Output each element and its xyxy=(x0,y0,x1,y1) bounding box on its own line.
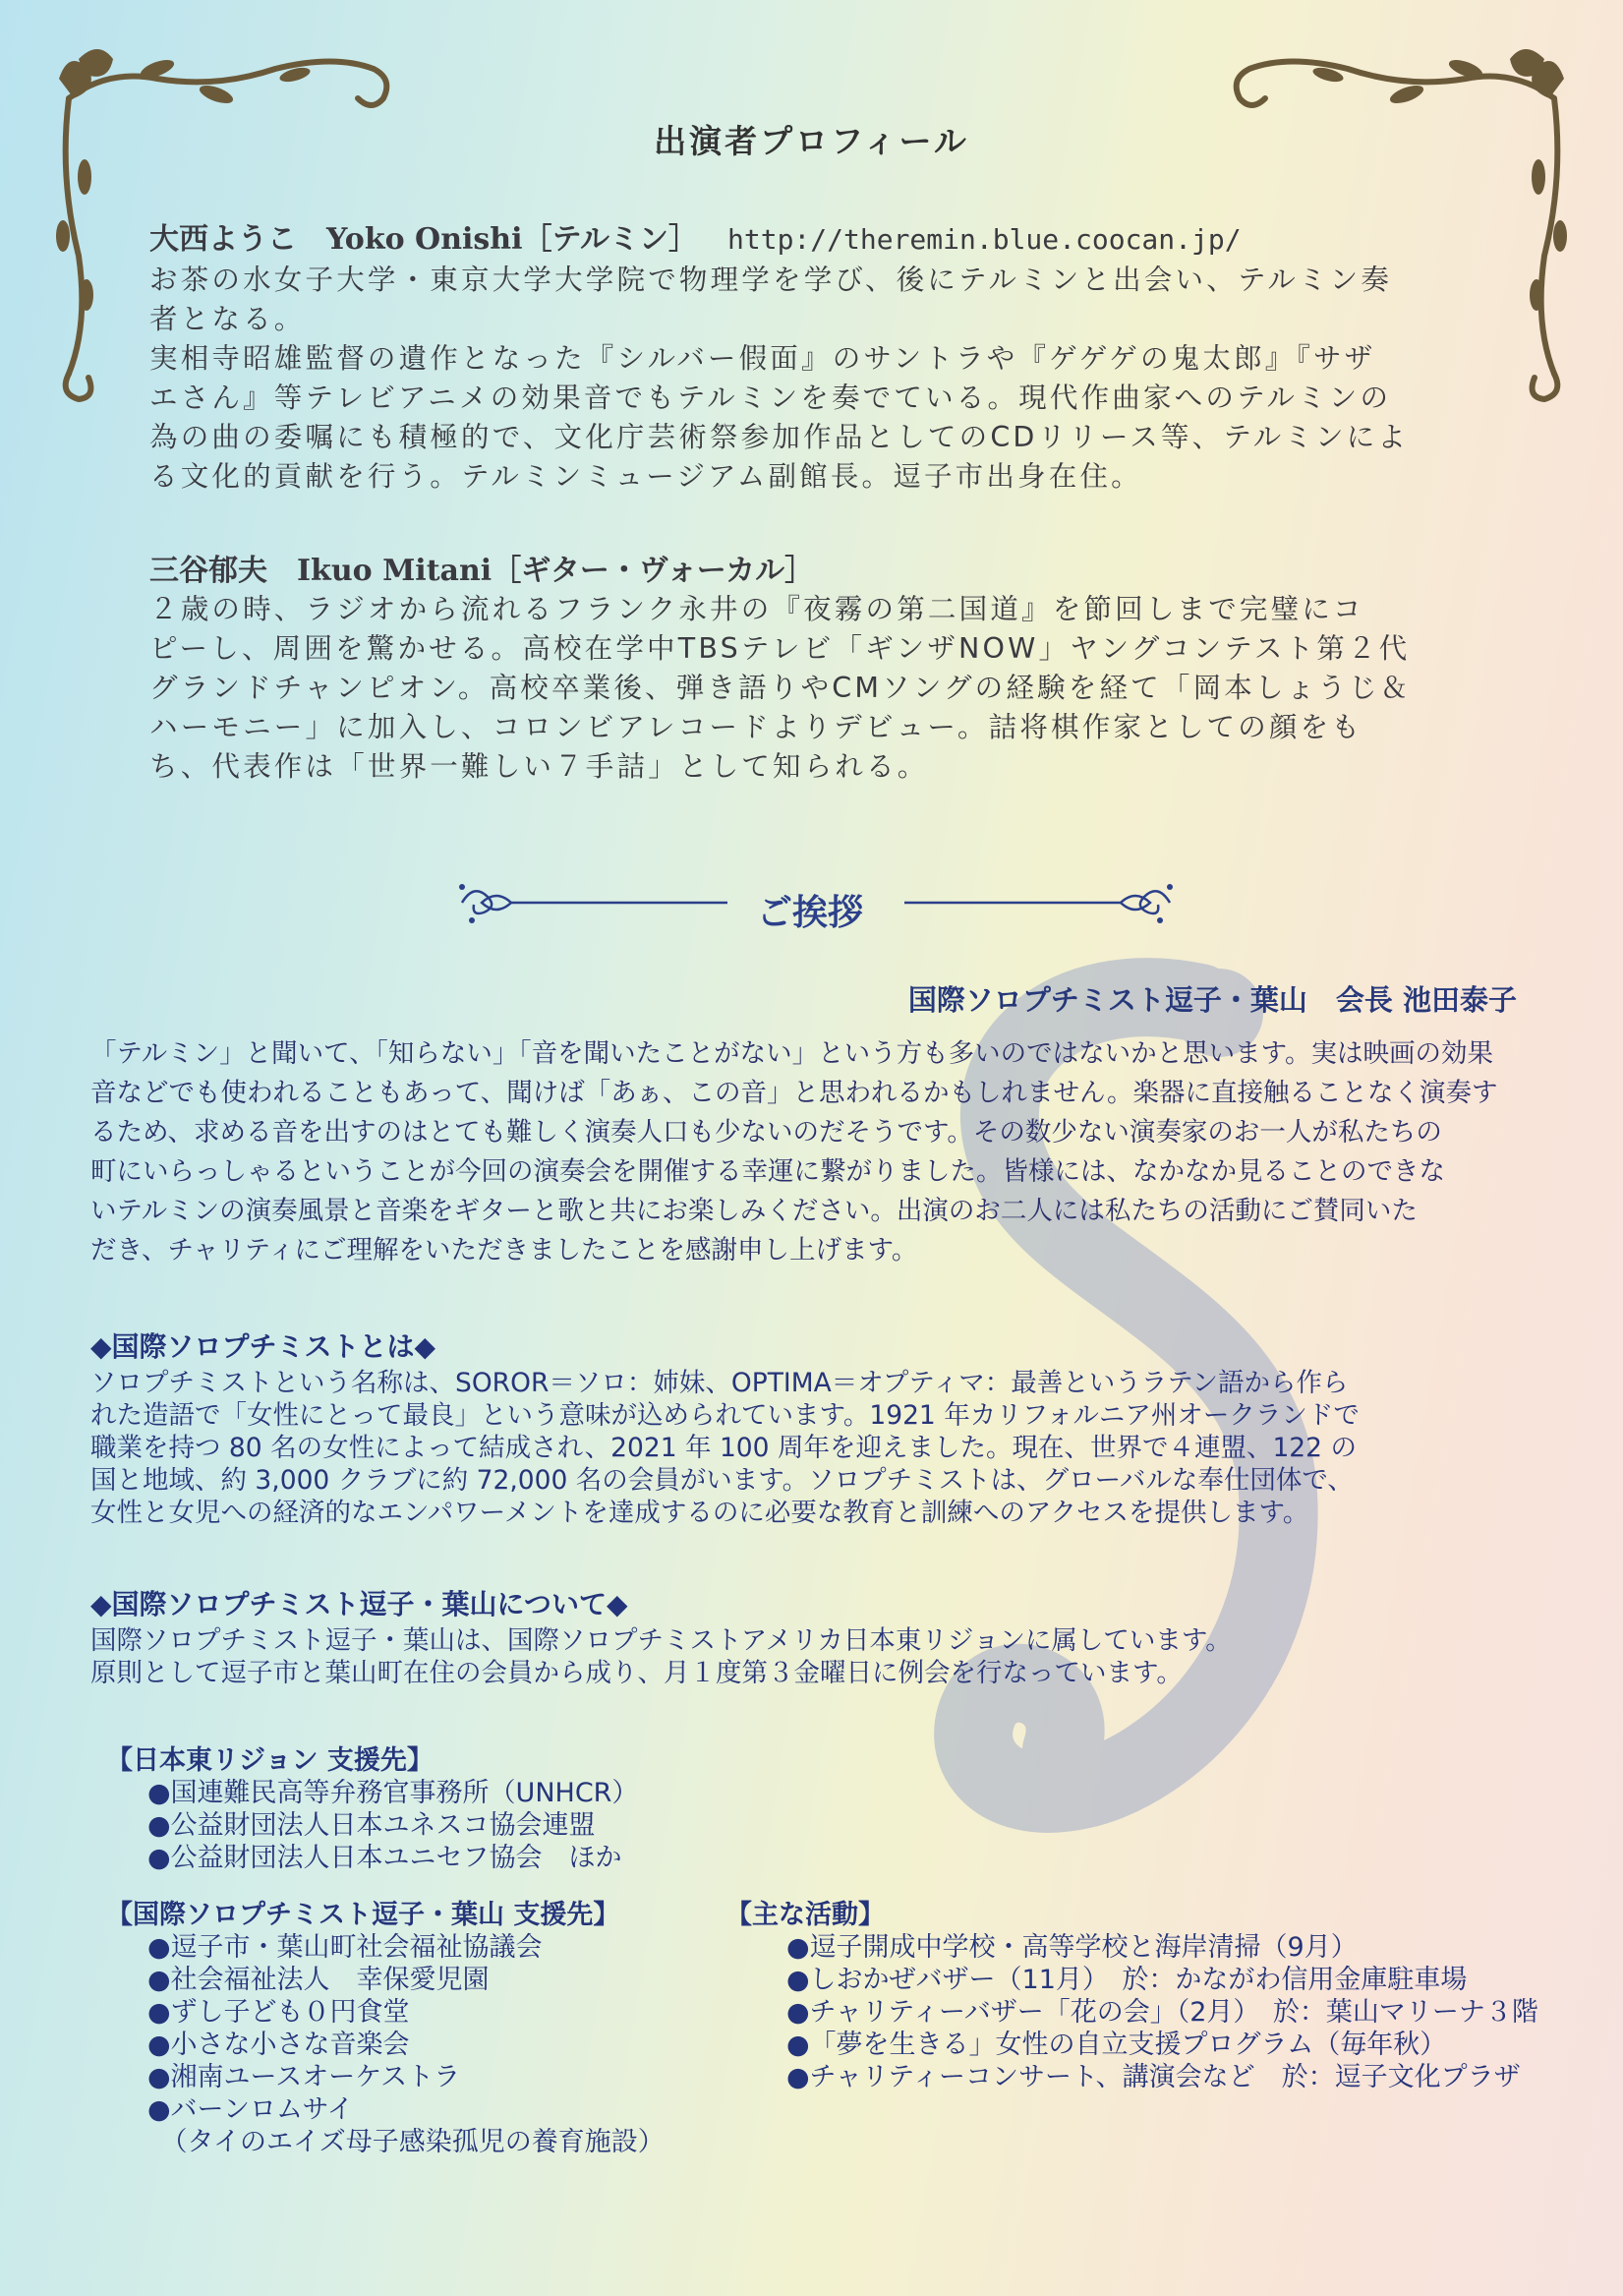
support-region-list xyxy=(147,1777,638,1874)
bio-line: ピーし、周囲を驚かせる。高校在学中TBSテレビ「ギンザNOW」ヤングコンテスト第２代 xyxy=(149,632,1411,665)
about-heading: ◆国際ソロプチミストとは◆ xyxy=(90,1330,436,1363)
bio-line: お茶の水女子大学・東京大学大学院で物理学を学び、後にテルミンと出会い、テルミン奏 xyxy=(149,264,1393,296)
list-item: ●「夢を生きる」女性の自立支援プログラム（毎年秋） xyxy=(786,2030,1447,2060)
support-region-section xyxy=(106,1738,638,1874)
list-item: ●ずし子ども０円食堂 xyxy=(147,1997,410,2028)
support-region-heading: 【日本東リジョン 支援先】 xyxy=(106,1745,434,1776)
greeting-title: ご挨拶 xyxy=(757,893,864,933)
list-item: ●公益財団法人日本ユネスコ協会連盟 xyxy=(147,1810,596,1841)
bio-line: グランドチャンピオン。高校卒業後、弾き語りやCMソングの経験を経て「岡本しょうじ＆ xyxy=(149,672,1412,704)
list-item: ●湘南ユースオーケストラ xyxy=(147,2062,461,2092)
greeting-line: 町にいらっしゃるということが今回の演奏会を開催する幸運に繋がりました。皆様には、なかなか見ることのできな xyxy=(90,1156,1445,1187)
list-item: （タイのエイズ母子感染孤児の養育施設） xyxy=(147,2127,665,2157)
about-line: ソロプチミストという名称は、SOROR＝ソロ：姉妹、OPTIMA＝オプティマ：最善というラテン語から作ら xyxy=(90,1368,1349,1398)
bio-line: ２歳の時、ラジオから流れるフランク永井の『夜霧の第二国道』を節回しまで完璧にコ xyxy=(149,593,1364,625)
about-line: 女性と女児への経済的なエンパワーメントを達成するのに必要な教育と訓練へのアクセスを提供します。 xyxy=(90,1498,1309,1528)
bio-line: ち、代表作は「世界一難しい７手詰」として知られる。 xyxy=(149,750,929,783)
support-local-section xyxy=(106,1893,665,2158)
performer-url-link[interactable]: http://theremin.blue.coocan.jp/ xyxy=(727,223,1242,256)
performer-bio xyxy=(149,590,1486,787)
performer-name: 三谷郁夫 Ikuo Mitani［ギター・ヴォーカル］ xyxy=(149,554,815,588)
list-item: ●社会福祉法人 幸保愛児園 xyxy=(147,1965,490,1995)
bio-line: 者となる。 xyxy=(149,303,306,335)
support-local-heading: 【国際ソロプチミスト逗子・葉山 支援先】 xyxy=(106,1900,620,1930)
greeting-line: るため、求める音を出すのはとても難しく演奏人口も少ないのだそうです。その数少ない演奏家のお一人が私たちの xyxy=(90,1117,1442,1148)
bio-line: 実相寺昭雄監督の遺作となった『シルバー假面』のサントラや『ゲゲゲの鬼太郎』『サザ xyxy=(149,342,1376,375)
bio-line: 為の曲の委嘱にも積極的で、文化庁芸術祭参加作品としてのCDリリース等、テルミンによ xyxy=(149,421,1410,453)
list-item: ●国連難民高等弁務官事務所（UNHCR） xyxy=(147,1778,639,1808)
about-line: 職業を持つ 80 名の女性によって結成され、2021 年 100 周年を迎えました。現在、世界で４連盟、122 の xyxy=(90,1433,1357,1463)
list-item: ●チャリティーバザー「花の会」（2月） 於：葉山マリーナ３階 xyxy=(786,1997,1538,2028)
list-item: ●バーンロムサイ xyxy=(147,2094,354,2125)
local-line: 国際ソロプチミスト逗子・葉山は、国際ソロプチミストアメリカ日本東リジョンに属しています。 xyxy=(90,1625,1232,1656)
bio-line: ハーモニー」に加入し、コロンビアレコードよりデビュー。詰将棋作家としての顔をも xyxy=(149,711,1363,743)
greeting-line: いテルミンの演奏風景と音楽をギターと歌と共にお楽しみください。出演のお二人には私たちの活動にご賛同いた xyxy=(90,1196,1418,1226)
greeting-line: だき、チャリティにご理解をいただきましたことを感謝申し上げます。 xyxy=(90,1235,918,1266)
list-item: ●小さな小さな音楽会 xyxy=(147,2030,410,2060)
list-item: ●チャリティーコンサート、講演会など 於：逗子文化プラザ xyxy=(786,2062,1521,2092)
bio-line: る文化的貢献を行う。テルミンミュージアム副館長。逗子市出身在住。 xyxy=(149,460,1142,493)
page-title: 出演者プロフィール xyxy=(654,122,969,160)
performer-name xyxy=(149,214,1242,258)
list-item: ●しおかぜバザー（11月） 於：かながわ信用金庫駐車場 xyxy=(786,1965,1468,1995)
local-line: 原則として逗子市と葉山町在住の会員から成り、月１度第３金曜日に例会を行なっています。 xyxy=(90,1658,1183,1688)
greeting-line: 「テルミン」と聞いて、「知らない」「音を聞いたことがない」という方も多いのではないかと思います。実は映画の効果 xyxy=(90,1038,1494,1069)
list-item: ●逗子開成中学校・高等学校と海岸清掃（9月） xyxy=(786,1932,1358,1963)
list-item: ●公益財団法人日本ユニセフ協会 ほか xyxy=(147,1843,622,1873)
greeting-author: 国際ソロプチミスト逗子・葉山 会長 池田泰子 xyxy=(907,983,1517,1017)
list-item: ●逗子市・葉山町社会福祉協議会 xyxy=(147,1932,543,1963)
greeting-line: 音などでも使われることもあって、聞けば「あぁ、この音」と思われるかもしれません。楽器に直接触ることなく演奏す xyxy=(90,1078,1498,1108)
about-line: 国と地域、約 3,000 クラブに約 72,000 名の会員がいます。ソロプチミストは、グローバルな奉仕団体で、 xyxy=(90,1465,1354,1496)
about-line: れた造語で「女性にとって最良」という意味が込められています。1921 年カリフォルニア州オークランドで xyxy=(90,1400,1360,1431)
local-heading: ◆国際ソロプチミスト逗子・葉山について◆ xyxy=(90,1588,628,1620)
performer-name-text: 大西ようこ Yoko Onishi［テルミン］ xyxy=(149,222,698,257)
local-body xyxy=(90,1624,1565,1689)
activities-section xyxy=(725,1893,1538,2093)
bio-line: エさん』等テレビアニメの効果音でもテルミンを奏でている。現代作曲家へのテルミンの xyxy=(149,382,1392,414)
support-local-list xyxy=(147,1931,665,2158)
greeting-body xyxy=(90,1034,1555,1270)
performer-bio xyxy=(149,261,1486,497)
activities-list xyxy=(786,1931,1538,2093)
about-body xyxy=(90,1367,1565,1529)
activities-heading: 【主な活動】 xyxy=(725,1900,885,1930)
